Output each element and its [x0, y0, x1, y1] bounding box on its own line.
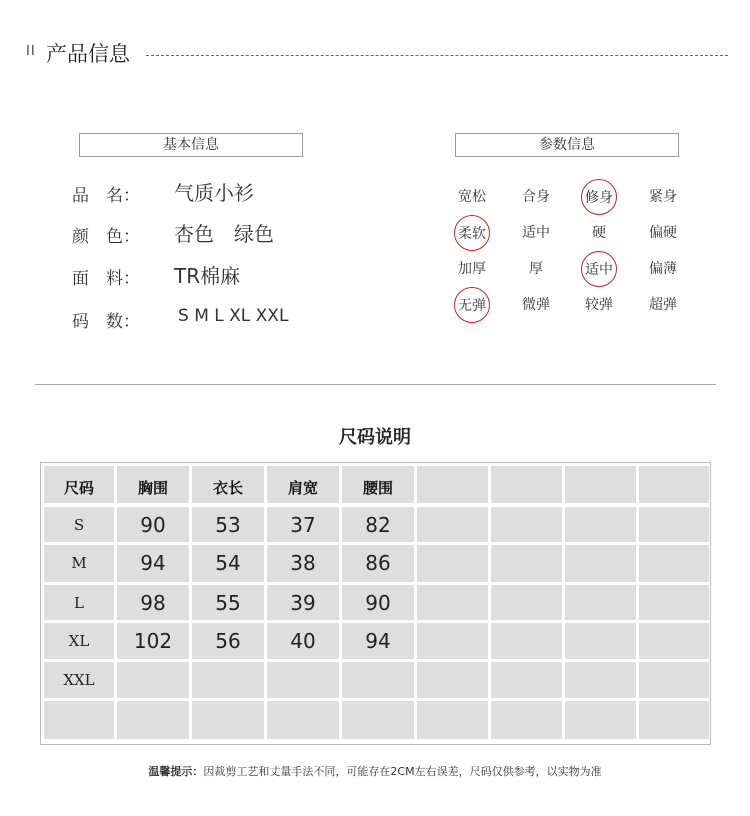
table-header-cell: [565, 466, 636, 503]
basic-info-label: 颜 色：: [72, 227, 140, 247]
table-cell: [417, 623, 488, 659]
table-cell: [342, 585, 414, 620]
table-cell: [491, 545, 562, 582]
header-label: 胸围: [137, 479, 168, 497]
table-cell: [491, 623, 562, 659]
table-cell: [192, 545, 264, 582]
table-cell: [192, 623, 264, 659]
table-cell: [417, 662, 488, 698]
table-header-cell: [192, 466, 264, 503]
param-option: [506, 287, 566, 323]
basic-info-label: 码 数：: [72, 312, 140, 332]
header-dashed-divider: [146, 55, 728, 56]
param-info-heading: 参数信息: [455, 133, 679, 157]
measurement-value: 90: [365, 591, 391, 615]
param-option-label: 厚: [529, 261, 543, 277]
table-cell: [342, 701, 414, 739]
table-cell: [44, 585, 114, 620]
table-cell: [267, 623, 339, 659]
param-option-label: 偏薄: [649, 261, 677, 277]
param-option-label: 偏硬: [649, 225, 677, 241]
param-option-selected: [442, 215, 502, 251]
table-cell: [117, 507, 189, 542]
measurement-value: 56: [215, 629, 241, 653]
section-marker: II: [26, 44, 36, 59]
table-cell: [639, 701, 709, 739]
param-option: [633, 179, 693, 215]
header-label: 衣长: [212, 479, 243, 497]
table-cell: [639, 507, 709, 542]
table-cell: [117, 662, 189, 698]
section-divider: [35, 384, 716, 385]
table-cell: [342, 662, 414, 698]
table-cell: [565, 662, 636, 698]
table-header-cell: [639, 466, 709, 503]
table-cell: [267, 701, 339, 739]
table-cell: [267, 545, 339, 582]
param-option: [506, 215, 566, 251]
param-option-label: 柔软: [454, 215, 490, 251]
basic-info-heading: 基本信息: [79, 133, 303, 157]
param-option-label: 宽松: [458, 189, 486, 205]
param-option-label: 合身: [522, 189, 550, 205]
table-cell: [267, 585, 339, 620]
measurement-value: 94: [365, 629, 391, 653]
table-cell: [117, 585, 189, 620]
param-option-label: 硬: [592, 225, 606, 241]
note-label: 温馨提示：: [148, 765, 204, 778]
measurement-value: 53: [215, 513, 241, 537]
param-option-label: 适中: [522, 225, 550, 241]
table-cell: [117, 545, 189, 582]
measurement-value: 38: [290, 551, 316, 575]
param-option-label: 加厚: [458, 261, 486, 277]
param-option-label: 无弹: [454, 287, 490, 323]
measurement-value: 40: [290, 629, 316, 653]
size-label: M: [71, 554, 87, 572]
table-cell: [491, 662, 562, 698]
table-cell: [117, 623, 189, 659]
basic-info-value: TR棉麻: [174, 264, 241, 288]
table-cell: [639, 585, 709, 620]
table-cell: [342, 545, 414, 582]
basic-info-value: 气质小衫: [174, 181, 254, 205]
measurement-value: 102: [133, 629, 173, 653]
basic-info-label: 面 料：: [72, 269, 140, 289]
section-title: 产品信息: [46, 42, 130, 66]
table-cell: [565, 623, 636, 659]
table-cell: [44, 662, 114, 698]
note-text: 因裁剪工艺和丈量手法不同，可能存在2CM左右误差，尺码仅供参考，以实物为准: [203, 765, 602, 778]
table-header-cell: [342, 466, 414, 503]
size-table: [40, 462, 711, 745]
basic-info-value: S M L XL XXL: [178, 306, 289, 326]
param-option-label: 微弹: [522, 297, 550, 313]
table-cell: [192, 585, 264, 620]
table-cell: [639, 662, 709, 698]
table-cell: [491, 507, 562, 542]
measurement-value: 90: [140, 513, 166, 537]
param-option-label: 超弹: [649, 297, 677, 313]
table-cell: [417, 507, 488, 542]
table-cell: [342, 507, 414, 542]
param-option: [569, 287, 629, 323]
measurement-value: 94: [140, 551, 166, 575]
table-header-cell: [267, 466, 339, 503]
header-label: 肩宽: [287, 479, 318, 497]
param-option: [633, 215, 693, 251]
basic-info-label: 品 名：: [72, 186, 140, 206]
table-cell: [565, 545, 636, 582]
param-option: [633, 251, 693, 287]
table-cell: [565, 701, 636, 739]
table-cell: [267, 662, 339, 698]
table-cell: [192, 662, 264, 698]
table-cell: [491, 701, 562, 739]
param-option: [506, 179, 566, 215]
header-label: 尺码: [63, 479, 94, 497]
table-cell: [639, 623, 709, 659]
param-option: [506, 251, 566, 287]
size-label: S: [73, 516, 85, 534]
measurement-value: 55: [215, 591, 241, 615]
param-option: [569, 215, 629, 251]
basic-info-value: 杏色 绿色: [174, 222, 274, 246]
measurement-value: 98: [140, 591, 166, 615]
table-cell: [192, 507, 264, 542]
measurement-value: 37: [290, 513, 316, 537]
table-cell: [639, 545, 709, 582]
table-cell: [491, 585, 562, 620]
table-header-cell: [117, 466, 189, 503]
size-label: L: [74, 594, 84, 612]
param-option-label: 适中: [581, 251, 617, 287]
table-cell: [44, 623, 114, 659]
table-header-cell: [417, 466, 488, 503]
table-cell: [267, 507, 339, 542]
size-chart-title: 尺码说明: [339, 427, 411, 448]
param-option: [633, 287, 693, 323]
table-cell: [192, 701, 264, 739]
header-label: 腰围: [362, 479, 393, 497]
table-cell: [44, 507, 114, 542]
table-cell: [565, 507, 636, 542]
size-label: XXL: [63, 671, 95, 689]
param-option-selected: [442, 287, 502, 323]
table-cell: [44, 701, 114, 739]
table-cell: [117, 701, 189, 739]
size-label: XL: [68, 632, 90, 650]
table-cell: [342, 623, 414, 659]
param-option: [442, 251, 502, 287]
table-cell: [565, 585, 636, 620]
param-option-selected: [569, 251, 629, 287]
param-option: [442, 179, 502, 215]
table-header-cell: [44, 466, 114, 503]
param-option-label: 紧身: [649, 189, 677, 205]
size-note: [0, 763, 750, 779]
param-option-label: 较弹: [585, 297, 613, 313]
param-option-selected: [569, 179, 629, 215]
measurement-value: 54: [215, 551, 241, 575]
param-option-label: 修身: [581, 179, 617, 215]
measurement-value: 39: [290, 591, 316, 615]
table-cell: [417, 701, 488, 739]
measurement-value: 86: [365, 551, 391, 575]
table-cell: [44, 545, 114, 582]
table-cell: [417, 585, 488, 620]
table-header-cell: [491, 466, 562, 503]
table-cell: [417, 545, 488, 582]
measurement-value: 82: [365, 513, 391, 537]
